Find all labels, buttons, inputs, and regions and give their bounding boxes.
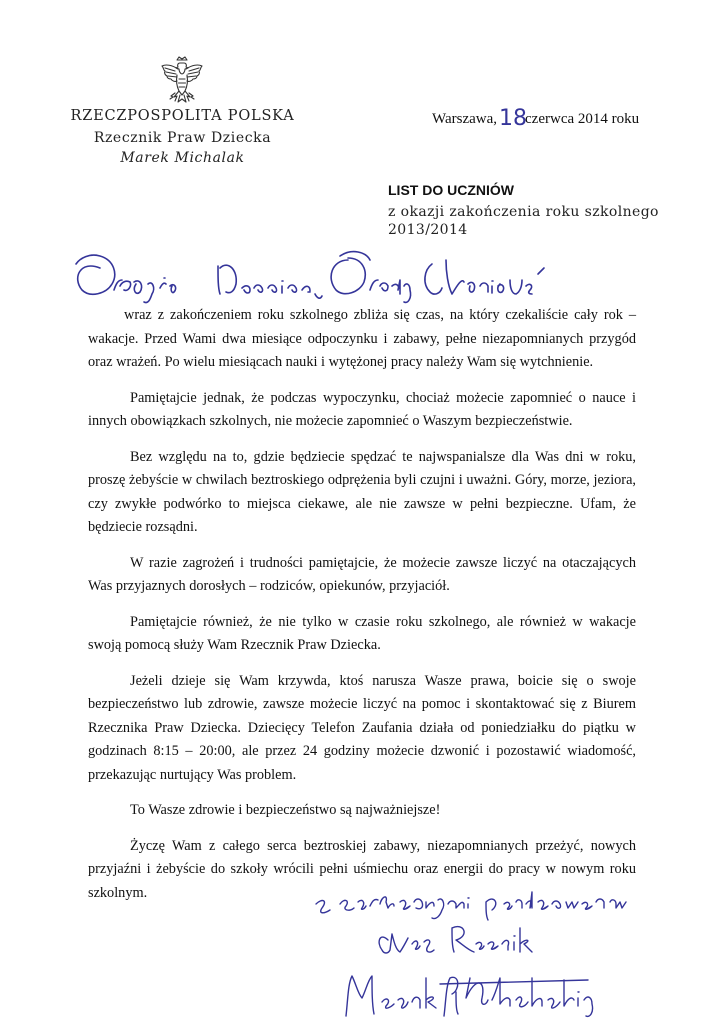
body-paragraph-6: Jeżeli dzieje się Wam krzywda, ktoś narusza Wasze prawa, boicie się o swoje bezpieczeństwo lub zdrowie, zawsze możecie liczyć na pomoc i skontaktować się z Biurem Rzecznika Praw Dziecka. Dziecięcy Telefon Zaufania działa od poniedziałku do piątku w godzinach 8:15 – 20:00, ale przez 24 godziny możecie dzwonić i pozostawić wiadomość, przekazując nurtujący Was problem. xyxy=(88,672,636,783)
letter-title: LIST DO UCZNIÓW xyxy=(388,182,514,198)
letter-subtitle xyxy=(388,203,659,239)
date-city: Warszawa, xyxy=(432,111,498,127)
header-office: Rzecznik Praw Dziecka xyxy=(93,130,272,146)
header-name: Marek Michalak xyxy=(120,150,245,166)
polish-eagle-emblem xyxy=(160,55,204,105)
body-paragraph-8: Życzę Wam z całego serca beztroskiej zabawy, niezapomnianych przeżyć, nowych przyjaźni i żebyście do szkoły wrócili pełni uśmiechu oraz energii do pracy w nowym roku szkolnym. xyxy=(88,837,636,901)
handwritten-closing-and-signature xyxy=(310,880,630,1020)
handwritten-salutation xyxy=(70,238,550,310)
letter-date xyxy=(432,104,639,129)
date-month-year: czerwca 2014 roku xyxy=(525,111,640,127)
body-paragraph-5: Pamiętajcie również, że nie tylko w czasie roku szkolnego, ale również w wakacje swoją pomocą służy Wam Rzecznik Praw Dziecka. xyxy=(88,613,636,653)
body-paragraph-1: wraz z zakończeniem roku szkolnego zbliża się czas, na który czekaliście cały rok – wakacje. Przed Wami dwa miesiące odpoczynku i zabawy, pełne niezapomnianych przygód oraz wrażeń. Po wielu miesiącach nauki i wytężonej pracy należy Wam się wytchnienie. xyxy=(88,307,636,370)
date-day-handwritten: 18 xyxy=(499,106,528,131)
letter-body xyxy=(88,304,636,917)
subtitle-line-1: z okazji zakończenia roku szkolnego xyxy=(388,204,659,220)
header-country: RZECZPOSPOLITA POLSKA xyxy=(70,108,295,124)
body-paragraph-3: Bez względu na to, gdzie będziecie spędzać te najwspanialsze dla Was dni w roku, proszę żebyście w chwilach beztroskiego odprężenia byli czujni i uważni. Góry, morze, jeziora, czy zwykłe podwórko to miejsca ciekawe, ale nie zawsze w pełni bezpieczne. Ufam, że będziecie rozsądni. xyxy=(88,448,636,535)
body-paragraph-7: To Wasze zdrowie i bezpieczeństwo są najważniejsze! xyxy=(130,802,441,818)
body-paragraph-4: W razie zagrożeń i trudności pamiętajcie, że możecie zawsze liczyć na otaczających Was przyjaznych dorosłych – rodziców, opiekunów, przyjaciół. xyxy=(88,554,636,594)
body-paragraph-2: Pamiętajcie jednak, że podczas wypoczynku, chociaż możecie zapomnieć o nauce i innych obowiązkach szkolnych, nie możecie zapomnieć o Waszym bezpieczeństwie. xyxy=(88,389,636,429)
subtitle-line-2: 2013/2014 xyxy=(388,222,468,238)
